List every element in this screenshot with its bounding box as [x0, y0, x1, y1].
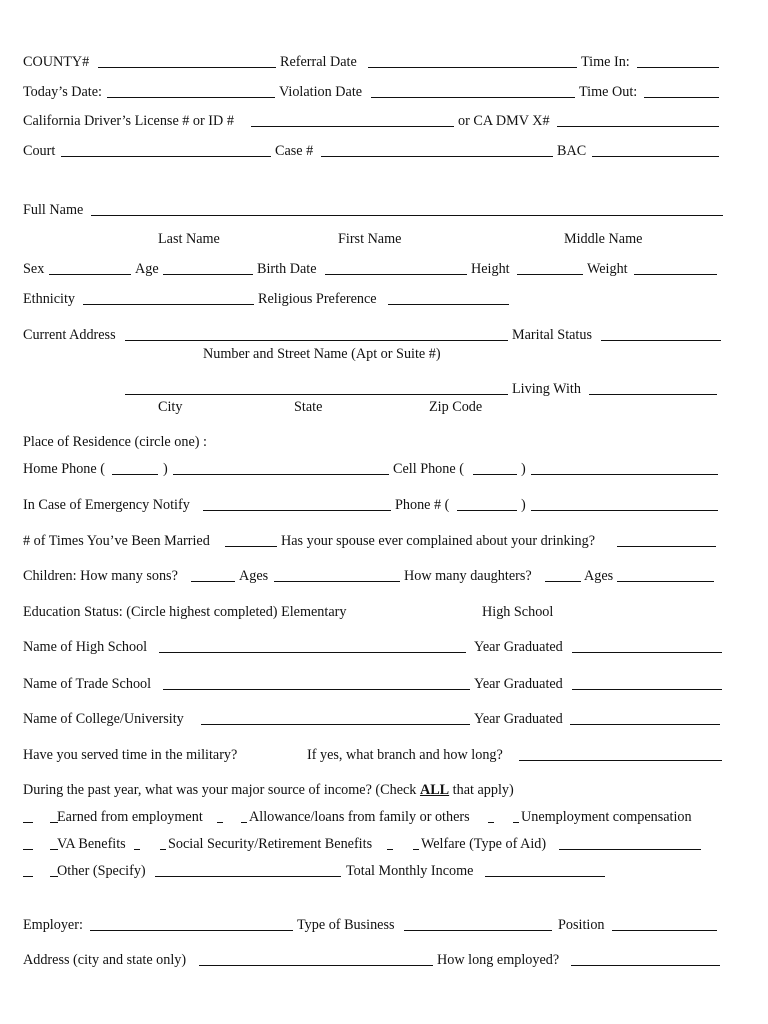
zip-caption: Zip Code [429, 399, 483, 415]
time-in-field[interactable] [637, 67, 719, 68]
full-name-label: Full Name [23, 202, 84, 218]
high-school-name-field[interactable] [159, 652, 466, 653]
unemployment-checkbox[interactable] [488, 822, 494, 823]
position-field[interactable] [612, 930, 717, 931]
social-security-option: Social Security/Retirement Benefits [168, 836, 373, 852]
emergency-area-code-field[interactable] [457, 510, 517, 511]
college-year-field[interactable] [570, 724, 720, 725]
row-income-question [23, 781, 723, 799]
city-caption: City [158, 399, 183, 415]
emergency-phone-field[interactable] [531, 510, 718, 511]
case-label: Case # [275, 143, 314, 159]
employment-option: Earned from employment [57, 809, 203, 825]
income-question-text: During the past year, what was your major source of income? (Check [23, 782, 417, 798]
employer-address-label: Address (city and state only) [23, 952, 187, 968]
emergency-paren-close: ) [521, 497, 526, 513]
college-name-label: Name of College/University [23, 711, 184, 727]
weight-field[interactable] [634, 274, 717, 275]
home-phone-label: Home Phone ( [23, 461, 105, 477]
violation-date-field[interactable] [371, 97, 575, 98]
cell-area-code-field[interactable] [473, 474, 517, 475]
sons-ages-field[interactable] [274, 581, 400, 582]
height-label: Height [471, 261, 510, 277]
income-question [23, 781, 514, 799]
employer-address-field[interactable] [199, 965, 433, 966]
trade-school-name-label: Name of Trade School [23, 676, 152, 692]
other-specify-field[interactable] [155, 876, 341, 877]
row-employer-address [23, 951, 723, 969]
social-security-checkbox[interactable] [134, 849, 140, 850]
high-school-option[interactable]: High School [482, 604, 554, 620]
state-caption: State [294, 399, 323, 415]
education-label: Education Status: (Circle highest completed) Elementary [23, 604, 347, 620]
case-field[interactable] [321, 156, 553, 157]
welfare-type-field[interactable] [559, 849, 701, 850]
va-checkbox[interactable] [23, 849, 33, 850]
full-name-field[interactable] [91, 215, 723, 216]
emergency-phone-label: Phone # ( [395, 497, 450, 513]
bac-label: BAC [557, 143, 587, 159]
employer-label: Employer: [23, 917, 83, 933]
military-branch-label: If yes, what branch and how long? [307, 747, 503, 763]
dmv-field[interactable] [557, 126, 719, 127]
total-monthly-label: Total Monthly Income [346, 863, 474, 879]
todays-date-field[interactable] [107, 97, 275, 98]
row-residence [23, 433, 723, 451]
employment-checkbox[interactable] [23, 822, 33, 823]
living-with-field[interactable] [589, 394, 717, 395]
daughters-ages-label: Ages [584, 568, 614, 584]
hs-year-label: Year Graduated [474, 639, 563, 655]
religious-field[interactable] [388, 304, 509, 305]
welfare-checkbox[interactable] [387, 849, 393, 850]
age-label: Age [135, 261, 159, 277]
time-out-field[interactable] [644, 97, 719, 98]
cell-phone-label: Cell Phone ( [393, 461, 464, 477]
weight-label: Weight [587, 261, 628, 277]
daughters-label: How many daughters? [404, 568, 532, 584]
current-address-field[interactable] [125, 340, 508, 341]
row-todays-date [23, 83, 723, 101]
row-employer [23, 916, 723, 934]
row-personal [23, 260, 723, 278]
row-college [23, 710, 723, 728]
college-year-label: Year Graduated [474, 711, 563, 727]
county-label: COUNTY# [23, 54, 90, 70]
sex-label: Sex [23, 261, 45, 277]
violation-date-label: Violation Date [279, 84, 363, 100]
bac-field[interactable] [592, 156, 719, 157]
home-area-code-field[interactable] [112, 474, 158, 475]
how-long-label: How long employed? [437, 952, 560, 968]
ethnicity-field[interactable] [83, 304, 254, 305]
income-all-emphasis: ALL [419, 782, 450, 798]
daughters-ages-field[interactable] [617, 581, 714, 582]
marital-status-label: Marital Status [512, 327, 592, 343]
total-monthly-field[interactable] [485, 876, 605, 877]
first-name-caption: First Name [338, 231, 402, 247]
how-long-field[interactable] [571, 965, 720, 966]
allowance-option: Allowance/loans from family or others [249, 809, 470, 825]
religious-label: Religious Preference [258, 291, 377, 307]
row-emergency [23, 496, 723, 514]
row-current-address [23, 326, 723, 344]
employer-field[interactable] [90, 930, 293, 931]
hs-year-field[interactable] [572, 652, 722, 653]
sons-field[interactable] [191, 581, 235, 582]
row-military [23, 746, 723, 764]
row-license [23, 112, 723, 130]
ethnicity-label: Ethnicity [23, 291, 76, 307]
type-business-label: Type of Business [297, 917, 395, 933]
allowance-checkbox-right [241, 822, 247, 823]
time-in-label: Time In: [581, 54, 630, 70]
welfare-checkbox-right [413, 849, 419, 850]
street-caption: Number and Street Name (Apt or Suite #) [203, 346, 441, 362]
military-question-label: Have you served time in the military? [23, 747, 238, 763]
other-option: Other (Specify) [57, 863, 146, 879]
times-married-field[interactable] [225, 546, 277, 547]
trade-school-name-field[interactable] [163, 689, 470, 690]
row-marriage [23, 532, 723, 550]
type-business-field[interactable] [404, 930, 552, 931]
social-security-checkbox-right [160, 849, 166, 850]
position-label: Position [558, 917, 605, 933]
row-county [23, 53, 723, 71]
sons-label: Children: How many sons? [23, 568, 178, 584]
trade-year-field[interactable] [572, 689, 722, 690]
city-state-zip-field[interactable] [125, 394, 508, 395]
height-field[interactable] [517, 274, 583, 275]
unemployment-checkbox-right [513, 822, 519, 823]
income-question-end: that apply) [452, 782, 514, 798]
high-school-name-label: Name of High School [23, 639, 148, 655]
va-option: VA Benefits [57, 836, 126, 852]
welfare-option: Welfare (Type of Aid) [421, 836, 547, 852]
row-city-line [23, 380, 723, 398]
license-field[interactable] [251, 126, 454, 127]
row-income-3 [23, 862, 723, 880]
todays-date-label: Today’s Date: [23, 84, 102, 100]
military-branch-field[interactable] [519, 760, 722, 761]
middle-name-caption: Middle Name [564, 231, 643, 247]
home-paren-close: ) [163, 461, 168, 477]
spouse-answer-field[interactable] [617, 546, 716, 547]
current-address-label: Current Address [23, 327, 116, 343]
row-income-2 [23, 835, 723, 853]
court-field[interactable] [61, 156, 271, 157]
times-married-label: # of Times You’ve Been Married [23, 533, 210, 549]
emergency-label: In Case of Emergency Notify [23, 497, 190, 513]
birth-date-field[interactable] [325, 274, 467, 275]
cell-phone-field[interactable] [531, 474, 718, 475]
county-field[interactable] [98, 67, 276, 68]
row-education [23, 603, 723, 621]
living-with-label: Living With [512, 381, 581, 397]
cell-paren-close: ) [521, 461, 526, 477]
row-trade-school [23, 675, 723, 693]
row-ethnicity [23, 290, 723, 308]
row-income-1 [23, 808, 723, 826]
residence-label: Place of Residence (circle one) : [23, 434, 207, 450]
unemployment-option: Unemployment compensation [521, 809, 692, 825]
time-out-label: Time Out: [579, 84, 638, 100]
row-children [23, 567, 723, 585]
spouse-question-label: Has your spouse ever complained about your drinking? [281, 533, 596, 549]
other-checkbox[interactable] [23, 876, 33, 877]
sons-ages-label: Ages [239, 568, 269, 584]
referral-date-field[interactable] [368, 67, 577, 68]
court-label: Court [23, 143, 56, 159]
row-full-name [23, 201, 723, 219]
referral-date-label: Referral Date [280, 54, 357, 70]
dmv-label: or CA DMV X# [458, 113, 550, 129]
sex-field[interactable] [49, 274, 131, 275]
age-field[interactable] [163, 274, 253, 275]
daughters-field[interactable] [545, 581, 581, 582]
college-name-field[interactable] [201, 724, 470, 725]
allowance-checkbox[interactable] [217, 822, 223, 823]
row-phones [23, 460, 723, 478]
home-phone-field[interactable] [173, 474, 389, 475]
trade-year-label: Year Graduated [474, 676, 563, 692]
marital-status-field[interactable] [601, 340, 721, 341]
license-label: California Driver’s License # or ID # [23, 113, 234, 129]
last-name-caption: Last Name [158, 231, 220, 247]
row-high-school [23, 638, 723, 656]
birth-date-label: Birth Date [257, 261, 317, 277]
row-court [23, 142, 723, 160]
emergency-contact-field[interactable] [203, 510, 391, 511]
